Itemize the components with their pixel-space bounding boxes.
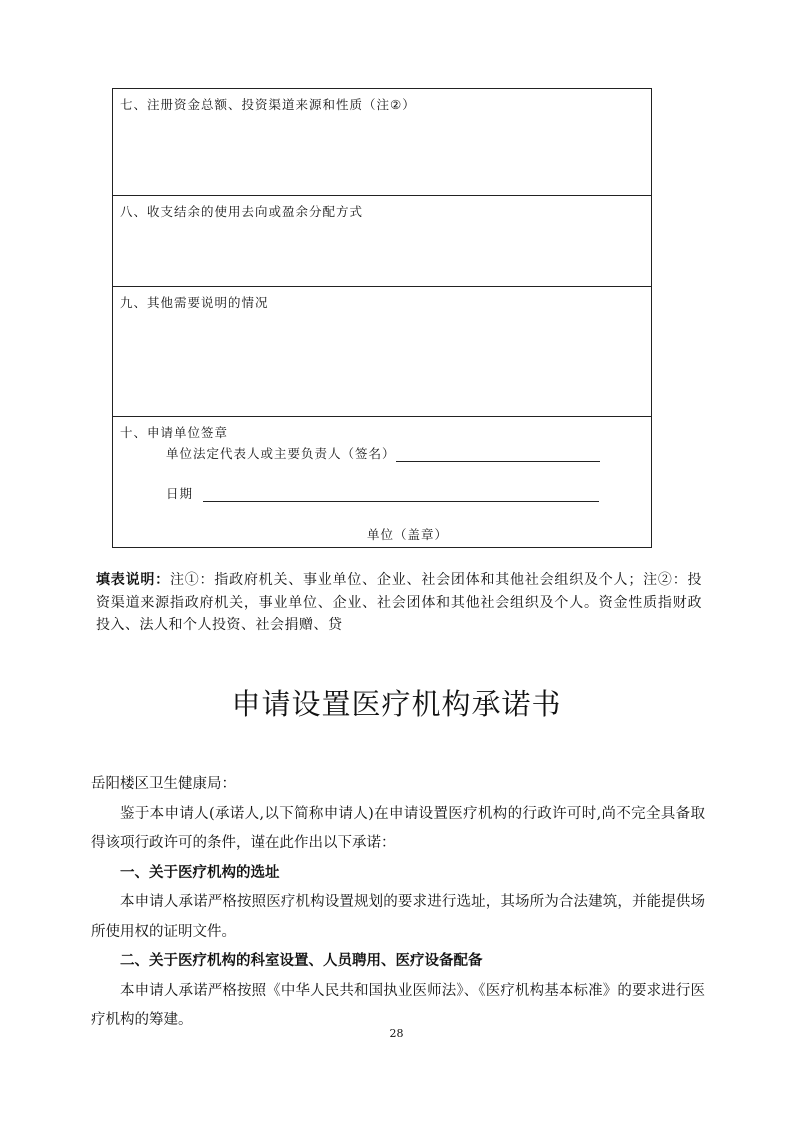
section-title: 八、收支结余的使用去向或盈余分配方式 [120, 204, 364, 219]
location-paragraph: 本申请人承诺严格按照医疗机构设置规划的要求进行选址，其场所为合法建筑，并能提供场所使用权的证明文件。 [91, 894, 705, 940]
fill-instructions [96, 569, 702, 637]
page-number: 28 [389, 1027, 404, 1040]
addressee: 岳阳楼区卫生健康局： [91, 776, 236, 792]
date-label: 日期 [166, 486, 194, 501]
commitment-body [91, 770, 705, 1036]
representative-signature-line [166, 444, 600, 462]
section-title: 七、注册资金总额、投资渠道来源和性质（注②） [120, 97, 416, 112]
section-registered-capital [113, 89, 651, 195]
representative-label: 单位法定代表人或主要负责人（签名） [166, 446, 396, 461]
section-applicant-seal [113, 416, 651, 549]
section-title: 十、申请单位签章 [120, 425, 229, 440]
date-line [166, 484, 599, 502]
date-field[interactable] [203, 487, 599, 502]
section-title: 九、其他需要说明的情况 [120, 295, 269, 310]
page-title: 申请设置医疗机构承诺书 [231, 687, 562, 721]
departments-paragraph: 本申请人承诺严格按照《中华人民共和国执业医师法》、《医疗机构基本标准》的要求进行医疗机构的筹建。 [91, 982, 705, 1028]
intro-paragraph: 鉴于本申请人(承诺人,以下简称申请人)在申请设置医疗机构的行政许可时,尚不完全具备取得该项行政许可的条件，谨在此作出以下承诺： [91, 805, 705, 851]
signature-field[interactable] [396, 447, 600, 462]
application-form-table [112, 88, 652, 548]
seal-label: 单位（盖章） [367, 527, 449, 542]
instructions-label: 填表说明： [96, 572, 170, 588]
section-surplus-usage [113, 195, 651, 286]
heading-departments: 二、关于医疗机构的科室设置、人员聘用、医疗设备配备 [120, 953, 483, 969]
instructions-text: 注①：指政府机关、事业单位、企业、社会团体和其他社会组织及个人；注②：投资渠道来源指政府机关，事业单位、企业、社会团体和其他社会组织及个人。资金性质指财政投入、法人和个人投资、社会捐赠、贷 [96, 572, 702, 633]
section-other-notes [113, 286, 651, 416]
heading-location: 一、关于医疗机构的选址 [120, 864, 280, 881]
